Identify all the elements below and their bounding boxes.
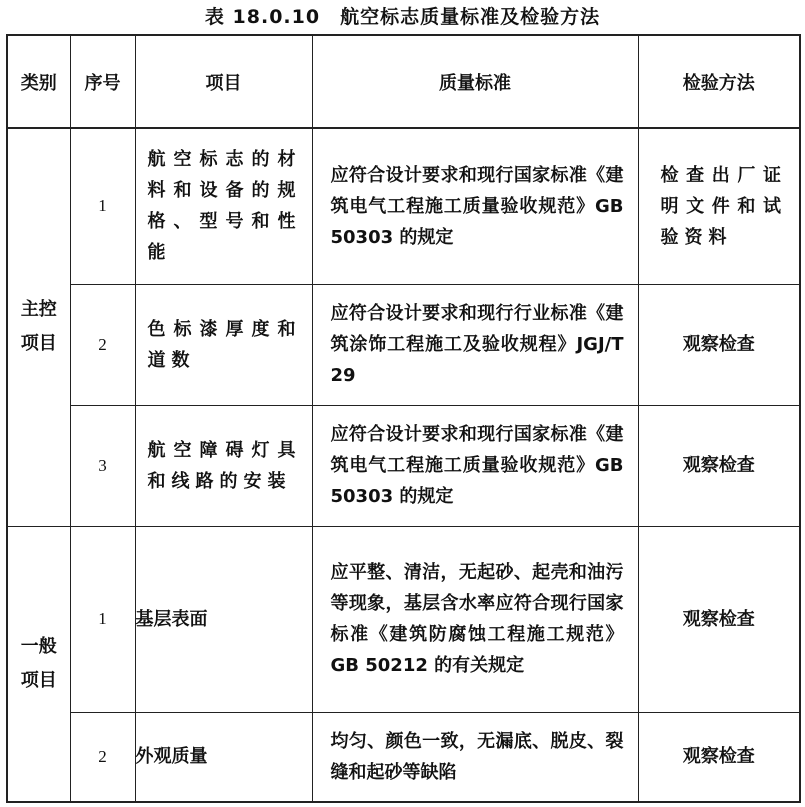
method-cell: 观察检查 [638, 284, 800, 405]
method-cell: 检查出厂证明文件和试验资料 [638, 128, 800, 284]
header-item: 项目 [135, 35, 312, 128]
table-title: 表 18.0.10 航空标志质量标准及检验方法 [204, 6, 601, 28]
category-cell: 一般项目 [7, 526, 70, 802]
header-row [7, 35, 800, 128]
quality-standard-table [6, 34, 801, 803]
item-cell: 色标漆厚度和道数 [135, 284, 312, 405]
seq-cell: 1 [70, 128, 135, 284]
table-row [7, 128, 800, 284]
header-standard: 质量标准 [312, 35, 638, 128]
table-row [7, 405, 800, 526]
standard-cell: 应平整、清洁，无起砂、起壳和油污等现象，基层含水率应符合现行国家标准《建筑防腐蚀工程施工规范》GB 50212 的有关规定 [312, 526, 638, 712]
method-cell: 观察检查 [638, 526, 800, 712]
method-cell: 观察检查 [638, 712, 800, 802]
seq-cell: 3 [70, 405, 135, 526]
table-row [7, 284, 800, 405]
item-cell: 航空标志的材料和设备的规格、型号和性能 [135, 128, 312, 284]
header-category: 类别 [7, 35, 70, 128]
seq-cell: 2 [70, 284, 135, 405]
header-seq: 序号 [70, 35, 135, 128]
table-row [7, 712, 800, 802]
seq-cell: 2 [70, 712, 135, 802]
category-cell: 主控项目 [7, 128, 70, 526]
item-cell: 基层表面 [135, 526, 312, 712]
standard-cell: 应符合设计要求和现行行业标准《建筑涂饰工程施工及验收规程》JGJ/T 29 [312, 284, 638, 405]
item-cell: 航空障碍灯具和线路的安装 [135, 405, 312, 526]
header-method: 检验方法 [638, 35, 800, 128]
item-cell: 外观质量 [135, 712, 312, 802]
standard-cell: 应符合设计要求和现行国家标准《建筑电气工程施工质量验收规范》GB 50303 的规定 [312, 128, 638, 284]
seq-cell: 1 [70, 526, 135, 712]
standard-cell: 应符合设计要求和现行国家标准《建筑电气工程施工质量验收规范》GB 50303 的规定 [312, 405, 638, 526]
table-row [7, 526, 800, 712]
standard-cell: 均匀、颜色一致，无漏底、脱皮、裂缝和起砂等缺陷 [312, 712, 638, 802]
method-cell: 观察检查 [638, 405, 800, 526]
